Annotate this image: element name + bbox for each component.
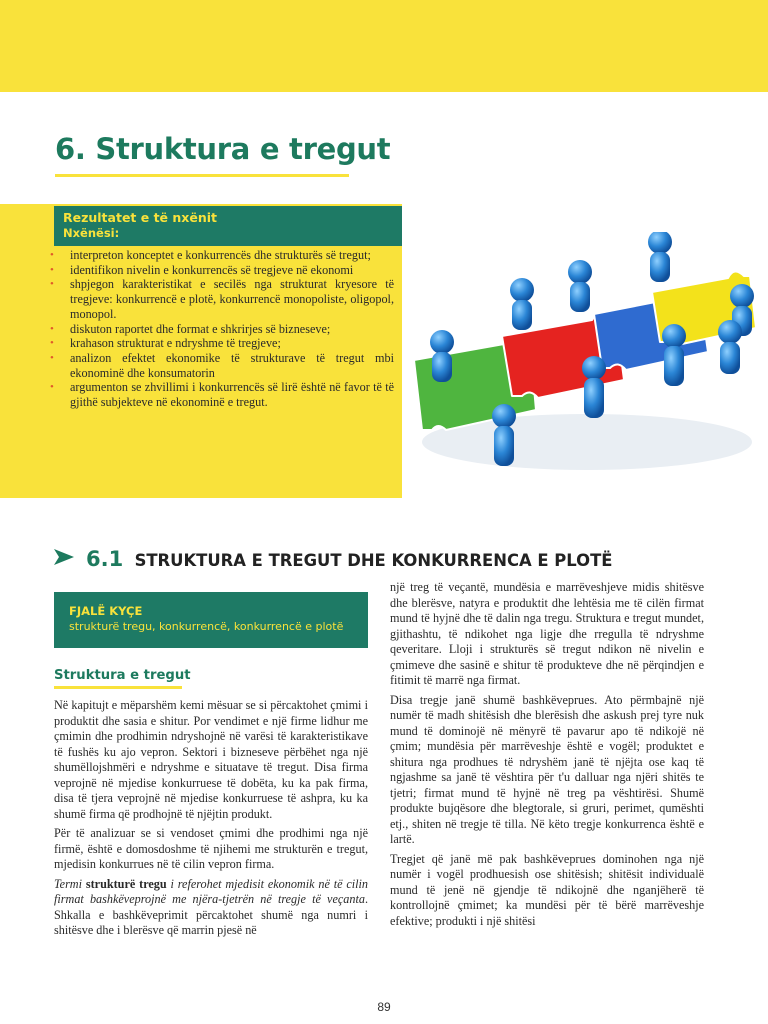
bullet-icon: • — [50, 322, 54, 335]
bullet-icon: • — [50, 278, 54, 291]
outcomes-title: Rezultatet e të nxënit — [63, 210, 217, 225]
outcome-item: • shpjegon karakteristikat e secilës nga strukturat kryesore të tregjeve: konkurrencë e plotë, konkurrencë monopoliste, oligopol, monopol. — [50, 277, 394, 321]
top-color-band — [0, 0, 768, 92]
bullet-icon: • — [50, 337, 54, 350]
section-number: 6.1 — [86, 547, 124, 571]
chapter-title: 6. Struktura e tregut — [55, 132, 391, 166]
learning-outcomes-list — [42, 248, 394, 410]
keywords-title: FJALË KYÇE — [69, 604, 143, 618]
body-paragraph: Për të analizuar se si vendoset çmimi dhe prodhimi nga një firmë, është e domosdoshme të njihemi me strukturën e tregut, mjedisin konkurrues në të cilin vepron firma. — [54, 826, 368, 871]
outcome-item: • diskuton raportet dhe format e shkrirjes së bizneseve; — [50, 321, 331, 336]
section-title — [86, 544, 612, 572]
term-intro: Termi — [54, 876, 86, 891]
bullet-icon: • — [50, 249, 54, 261]
page-number: 89 — [377, 1000, 391, 1014]
bullet-icon: • — [50, 381, 54, 394]
term-continuation: . Shkalla e bashkëveprimit përcaktohet shumë nga numri i shitësve dhe i blerësve që marrin pjesë në — [54, 892, 368, 937]
section-heading: STRUKTURA E TREGUT DHE KONKURRENCA E PLOTË — [134, 551, 613, 570]
left-text-column — [54, 698, 368, 943]
term-definition: i referohet mjedisit ekonomik në të cilin firmat bashkëveprojnë me njëra-tjetrën në tregje të veçanta — [54, 876, 369, 906]
section-arrow-icon — [54, 549, 74, 565]
bullet-icon: • — [50, 263, 54, 276]
body-paragraph: Tregjet që janë më pak bashkëveprues dominohen nga një numër i vogël prodhuesish ose shitësish; shitësit individualë mund të jenë në gjendje të ndikojnë dhe nganjëherë të kontrollojnë çmimet; ka mundësi për të bërë marrëveshje efektive; produkti i një shitësi — [390, 851, 704, 928]
term-definition-paragraph — [54, 877, 368, 939]
outcomes-subtitle: Nxënësi: — [63, 226, 120, 240]
chapter-title-underline — [55, 174, 349, 177]
outcome-item: • analizon efektet ekonomike të strukturave të tregut mbi ekonominë dhe konsumatorin — [50, 350, 394, 380]
outcome-item: • argumenton se zhvillimi i konkurrencës së lirë është në favor të të gjithë subjekteve në ekonominë e tregut. — [50, 380, 394, 410]
subsection-underline — [54, 686, 182, 689]
subsection-title: Struktura e tregut — [54, 668, 191, 683]
body-paragraph: një treg të veçantë, mundësia e marrëveshjeve midis shitësve dhe blerësve, natyra e produktit dhe lehtësia me të cilën firmat mund të hyjnë dhe të dalin nga tregu. Struktura e tregut mundet, gjithashtu, të ndikohet nga ligje dhe rregulla të ndryshme qeveritare. Lloji i strukturës së tregut ndikon në nivelin e çmimeve dhe sasinë e shitur të produkteve dhe në përqindjen e fitimit të marrë nga firmat. — [390, 580, 704, 687]
keywords-text: strukturë tregu, konkurrencë, konkurrencë e plotë — [69, 620, 344, 633]
outcome-item: • identifikon nivelin e konkurrencës së tregjeve në ekonomi — [50, 262, 354, 277]
keywords-box — [54, 592, 368, 648]
learning-outcomes-header — [54, 206, 402, 246]
outcome-item: • krahason strukturat e ndryshme të tregjeve; — [50, 336, 281, 351]
bullet-icon: • — [50, 351, 54, 364]
right-text-column — [390, 580, 704, 933]
body-paragraph: Disa tregje janë shumë bashkëveprues. Ato përmbajnë një numër të madh shitësish dhe blerësish dhe askush prej tyre nuk mund të dominojë në mënyrë të pavarur apo të ndikojë në çmim; mundësia për marrëveshje është e vogël; produktet e shitura nga prodhues të ndryshëm janë të njëjta ose kaq të ngjashme sa janë të vështira për t'u dalluar nga njëri shitës te tjetri; firmat mund të hyjnë në treg pa vështirësi. Shumë produkte bujqësore dhe blegtorale, si gruri, perimet, qumështi etj., shiten në tregje të tilla. Në këto tregje konkurrenca është e lartë. — [390, 692, 704, 846]
body-paragraph: Në kapitujt e mëparshëm kemi mësuar se si përcaktohet çmimi i produktit dhe sasia e shitur. Por vendimet e një firme lidhur me çmimin dhe prodhimin ndryshojnë në varësi të karakteristikave të fushës ku ajo vepron. Sektori i bizneseve përbëhet nga një shumëllojshmëri e ndryshme e situatave të tregut. Disa firma veprojnë në mjedise konkurruese të dobëta, ku ka pak firma, disa të tjera veprojnë në mjedise konkurruese të ashpra, ku ka shumë firma që prodhojnë të njëjtin produkt. — [54, 698, 368, 821]
term-bold: strukturë tregu — [85, 876, 167, 891]
outcome-item: • interpreton konceptet e konkurrencës dhe strukturës së tregut; — [50, 248, 371, 262]
puzzle-people-illustration — [412, 232, 758, 480]
